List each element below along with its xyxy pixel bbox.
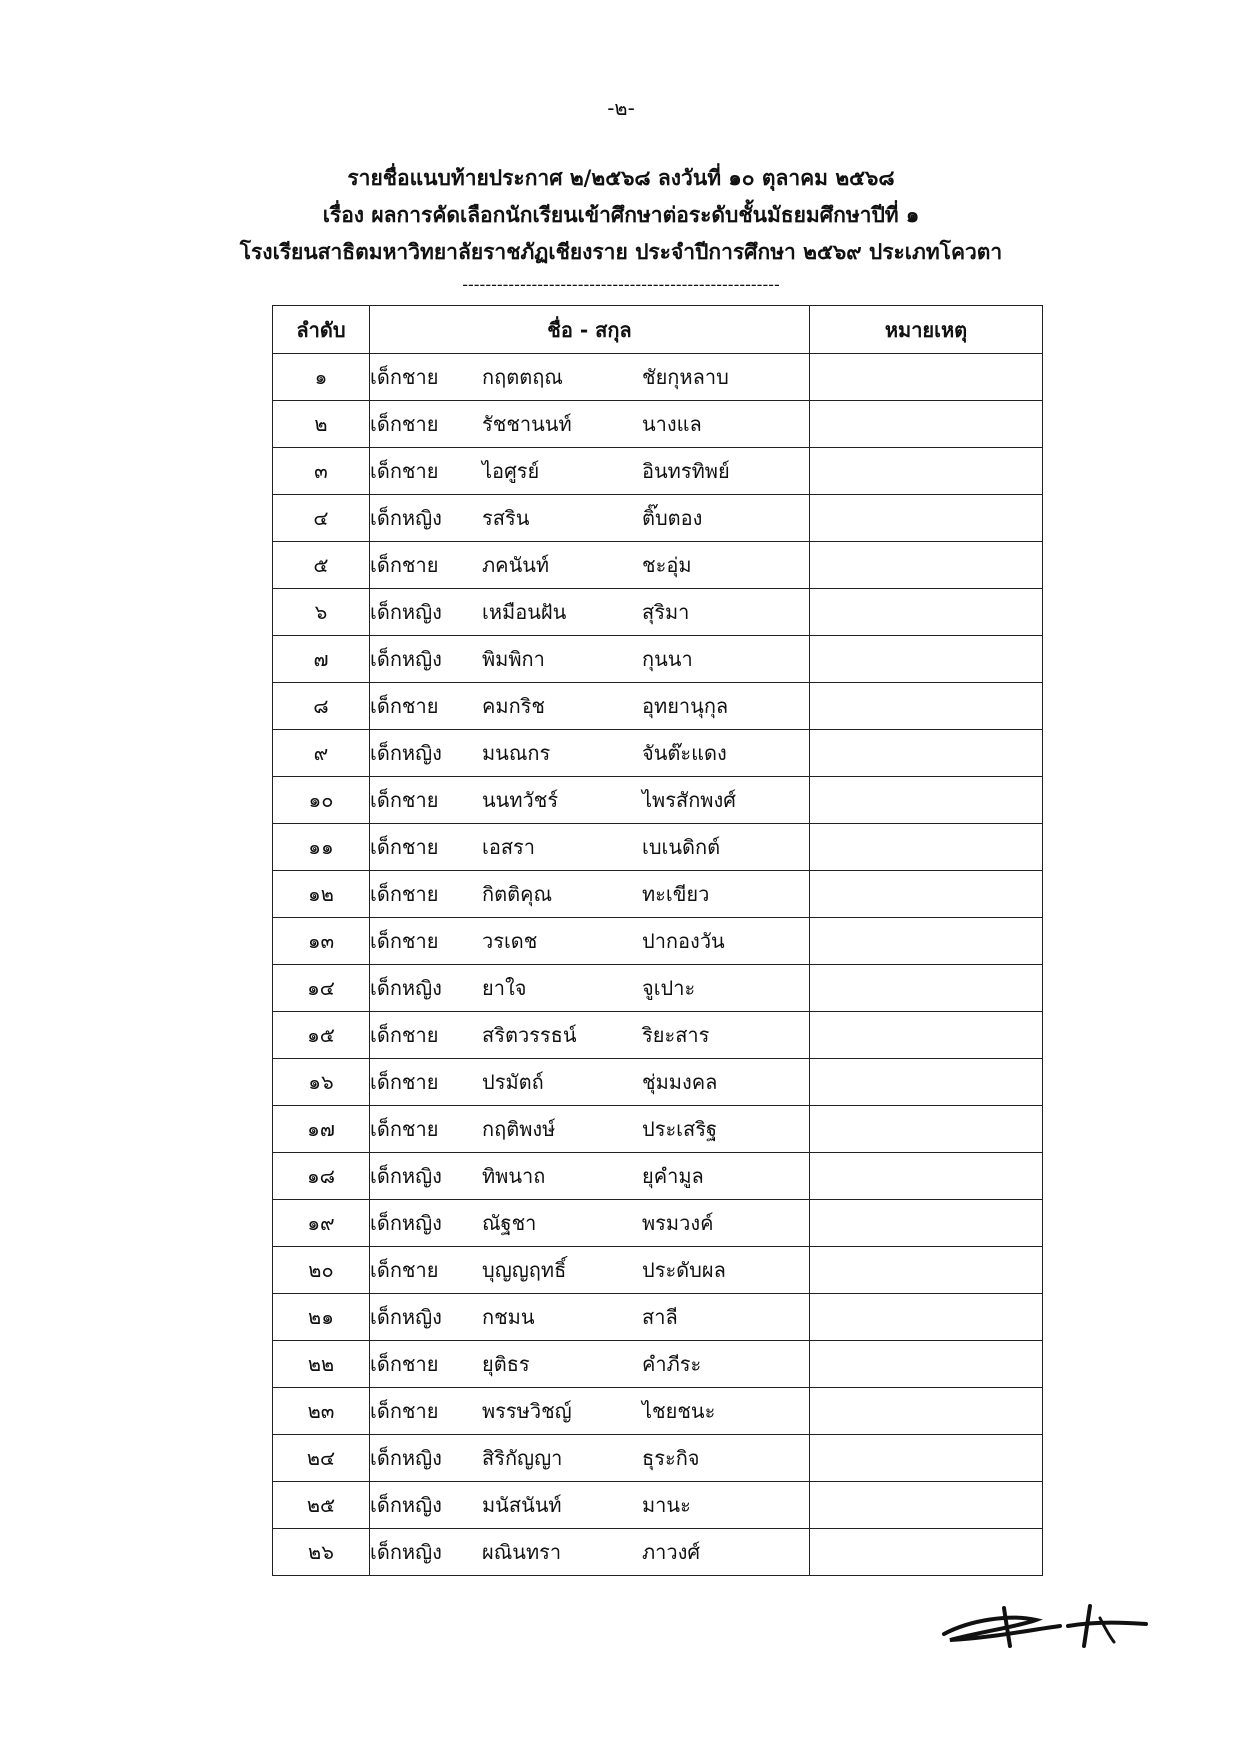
name-prefix: เด็กหญิง xyxy=(370,976,442,1000)
last-name: ชุ่มมงคล xyxy=(642,1070,718,1094)
row-index: ๑ xyxy=(273,354,370,401)
student-name xyxy=(370,589,810,636)
first-name: สิริกัญญา xyxy=(482,1446,563,1470)
table-row xyxy=(273,1341,1043,1388)
first-name: กิตติคุณ xyxy=(482,882,553,906)
row-note xyxy=(810,1294,1043,1341)
row-note xyxy=(810,965,1043,1012)
last-name: เบเนดิกต์ xyxy=(642,835,721,859)
last-name: พรมวงค์ xyxy=(642,1211,714,1235)
first-name: ไอศูรย์ xyxy=(482,459,540,483)
document-header xyxy=(0,160,1242,271)
last-name: จูเปาะ xyxy=(642,976,696,1000)
first-name: กชมน xyxy=(482,1305,535,1329)
row-note xyxy=(810,1106,1043,1153)
row-note xyxy=(810,683,1043,730)
table-row xyxy=(273,636,1043,683)
student-name xyxy=(370,1200,810,1247)
row-index: ๒๒ xyxy=(273,1341,370,1388)
name-prefix: เด็กชาย xyxy=(370,929,439,953)
name-prefix: เด็กชาย xyxy=(370,553,439,577)
name-prefix: เด็กชาย xyxy=(370,1258,439,1282)
first-name: กฤตตฤณ xyxy=(482,365,563,389)
row-note xyxy=(810,730,1043,777)
table-row xyxy=(273,824,1043,871)
student-name xyxy=(370,1482,810,1529)
table-row xyxy=(273,589,1043,636)
row-note xyxy=(810,1153,1043,1200)
student-name xyxy=(370,1341,810,1388)
table-row xyxy=(273,401,1043,448)
row-note xyxy=(810,1341,1043,1388)
column-header-note: หมายเหตุ xyxy=(810,306,1043,354)
row-index: ๘ xyxy=(273,683,370,730)
student-name xyxy=(370,1529,810,1576)
student-name xyxy=(370,354,810,401)
table-row xyxy=(273,730,1043,777)
row-note xyxy=(810,1012,1043,1059)
name-prefix: เด็กชาย xyxy=(370,365,439,389)
name-prefix: เด็กชาย xyxy=(370,412,439,436)
last-name: สาลี xyxy=(642,1305,678,1329)
table-row xyxy=(273,1247,1043,1294)
last-name: ธุระกิจ xyxy=(642,1446,700,1470)
last-name: สุริมา xyxy=(642,600,690,624)
row-note xyxy=(810,871,1043,918)
first-name: มนัสนันท์ xyxy=(482,1493,562,1517)
row-index: ๒๕ xyxy=(273,1482,370,1529)
first-name: เอสรา xyxy=(482,835,536,859)
row-index: ๑๙ xyxy=(273,1200,370,1247)
student-name xyxy=(370,871,810,918)
first-name: นนทวัชร์ xyxy=(482,788,559,812)
header-line-school: โรงเรียนสาธิตมหาวิทยาลัยราชภัฏเชียงราย ประจำปีการศึกษา ๒๕๖๙ ประเภทโควตา xyxy=(239,240,1003,264)
header-line-announcement: รายชื่อแนบท้ายประกาศ ๒/๒๕๖๘ ลงวันที่ ๑๐ ตุลาคม ๒๕๖๘ xyxy=(347,166,895,190)
row-note xyxy=(810,354,1043,401)
name-prefix: เด็กชาย xyxy=(370,788,439,812)
row-note xyxy=(810,495,1043,542)
first-name: ยุติธร xyxy=(482,1352,530,1376)
row-index: ๓ xyxy=(273,448,370,495)
table-body xyxy=(273,354,1043,1576)
first-name: บุญญฤทธิ์ xyxy=(482,1258,567,1282)
table-row xyxy=(273,1529,1043,1576)
name-prefix: เด็กหญิง xyxy=(370,600,442,624)
first-name: วรเดช xyxy=(482,929,538,953)
page-number: -๒- xyxy=(607,96,635,120)
row-note xyxy=(810,448,1043,495)
signature-mark xyxy=(940,1600,1150,1650)
name-prefix: เด็กหญิง xyxy=(370,1493,442,1517)
last-name: ยุคำมูล xyxy=(642,1164,704,1188)
row-note xyxy=(810,1388,1043,1435)
table-row xyxy=(273,1153,1043,1200)
row-index: ๖ xyxy=(273,589,370,636)
last-name: ปากองวัน xyxy=(642,929,725,953)
name-prefix: เด็กหญิง xyxy=(370,647,442,671)
student-name xyxy=(370,965,810,1012)
student-name xyxy=(370,542,810,589)
last-name: ชัยกุหลาบ xyxy=(642,365,729,389)
table-row xyxy=(273,871,1043,918)
row-note xyxy=(810,824,1043,871)
student-name xyxy=(370,824,810,871)
last-name: มานะ xyxy=(642,1493,691,1517)
row-note xyxy=(810,1059,1043,1106)
row-note xyxy=(810,1247,1043,1294)
first-name: ยาใจ xyxy=(482,976,527,1000)
table-row xyxy=(273,542,1043,589)
row-note xyxy=(810,1529,1043,1576)
student-name xyxy=(370,683,810,730)
student-name xyxy=(370,636,810,683)
first-name: มนณกร xyxy=(482,741,551,765)
table-row xyxy=(273,495,1043,542)
student-list-table xyxy=(272,305,1043,1576)
row-index: ๑๖ xyxy=(273,1059,370,1106)
row-index: ๒๓ xyxy=(273,1388,370,1435)
table-row xyxy=(273,965,1043,1012)
table-header-row xyxy=(273,306,1043,354)
first-name: ทิพนาถ xyxy=(482,1164,546,1188)
row-index: ๗ xyxy=(273,636,370,683)
first-name: เหมือนฝัน xyxy=(482,600,567,624)
row-index: ๑๕ xyxy=(273,1012,370,1059)
row-index: ๑๐ xyxy=(273,777,370,824)
student-name xyxy=(370,1012,810,1059)
row-index: ๑๗ xyxy=(273,1106,370,1153)
name-prefix: เด็กชาย xyxy=(370,835,439,859)
first-name: พิมพิกา xyxy=(482,647,545,671)
last-name: ติ๊บตอง xyxy=(642,506,703,530)
first-name: ภคนันท์ xyxy=(482,553,550,577)
row-index: ๑๔ xyxy=(273,965,370,1012)
student-name xyxy=(370,401,810,448)
row-index: ๒๖ xyxy=(273,1529,370,1576)
table-row xyxy=(273,1294,1043,1341)
row-note xyxy=(810,636,1043,683)
first-name: กฤติพงษ์ xyxy=(482,1117,556,1141)
row-index: ๒๐ xyxy=(273,1247,370,1294)
table-row xyxy=(273,1012,1043,1059)
last-name: ประเสริฐ xyxy=(642,1117,717,1141)
name-prefix: เด็กหญิง xyxy=(370,1446,442,1470)
name-prefix: เด็กชาย xyxy=(370,882,439,906)
row-note xyxy=(810,1200,1043,1247)
first-name: ณัฐชา xyxy=(482,1211,537,1235)
last-name: จันต๊ะแดง xyxy=(642,741,727,765)
row-index: ๑๑ xyxy=(273,824,370,871)
name-prefix: เด็กหญิง xyxy=(370,741,442,765)
name-prefix: เด็กหญิง xyxy=(370,506,442,530)
student-name xyxy=(370,1247,810,1294)
last-name: กุนนา xyxy=(642,647,693,671)
first-name: ปรมัตถ์ xyxy=(482,1070,544,1094)
last-name: ไพรสักพงศ์ xyxy=(642,788,736,812)
first-name: สริตวรรธน์ xyxy=(482,1023,577,1047)
name-prefix: เด็กชาย xyxy=(370,694,439,718)
table-row xyxy=(273,777,1043,824)
table-row xyxy=(273,1388,1043,1435)
row-index: ๒ xyxy=(273,401,370,448)
name-prefix: เด็กชาย xyxy=(370,1352,439,1376)
table-row xyxy=(273,1435,1043,1482)
student-name xyxy=(370,1106,810,1153)
name-prefix: เด็กหญิง xyxy=(370,1540,442,1564)
name-prefix: เด็กหญิง xyxy=(370,1305,442,1329)
student-name xyxy=(370,1153,810,1200)
student-name xyxy=(370,730,810,777)
student-name xyxy=(370,1294,810,1341)
table-row xyxy=(273,1200,1043,1247)
row-note xyxy=(810,401,1043,448)
row-note xyxy=(810,1435,1043,1482)
row-note xyxy=(810,589,1043,636)
last-name: ชะอุ่ม xyxy=(642,553,692,577)
last-name: อุทยานุกุล xyxy=(642,694,729,718)
row-note xyxy=(810,1482,1043,1529)
first-name: คมกริช xyxy=(482,694,545,718)
row-index: ๑๓ xyxy=(273,918,370,965)
table-row xyxy=(273,354,1043,401)
header-line-subject: เรื่อง ผลการคัดเลือกนักเรียนเข้าศึกษาต่อระดับชั้นมัธยมศึกษาปีที่ ๑ xyxy=(322,203,920,227)
student-name xyxy=(370,918,810,965)
column-header-name: ชื่อ - สกุล xyxy=(370,306,810,354)
table-row xyxy=(273,1059,1043,1106)
last-name: ไชยชนะ xyxy=(642,1399,716,1423)
row-note xyxy=(810,542,1043,589)
student-name xyxy=(370,777,810,824)
student-name xyxy=(370,1435,810,1482)
row-note xyxy=(810,777,1043,824)
name-prefix: เด็กชาย xyxy=(370,1023,439,1047)
last-name: ริยะสาร xyxy=(642,1023,710,1047)
row-index: ๕ xyxy=(273,542,370,589)
student-name xyxy=(370,1059,810,1106)
row-index: ๙ xyxy=(273,730,370,777)
name-prefix: เด็กชาย xyxy=(370,459,439,483)
first-name: รัชชานนท์ xyxy=(482,412,572,436)
column-header-index: ลำดับ xyxy=(273,306,370,354)
name-prefix: เด็กหญิง xyxy=(370,1211,442,1235)
row-index: ๔ xyxy=(273,495,370,542)
row-index: ๒๑ xyxy=(273,1294,370,1341)
table-row xyxy=(273,448,1043,495)
name-prefix: เด็กชาย xyxy=(370,1399,439,1423)
first-name: ผณินทรา xyxy=(482,1540,562,1564)
table-row xyxy=(273,683,1043,730)
last-name: นางแล xyxy=(642,412,702,436)
last-name: ประดับผล xyxy=(642,1258,726,1282)
header-divider: ------------------------------------------------------- xyxy=(462,275,780,294)
student-name xyxy=(370,495,810,542)
last-name: ทะเขียว xyxy=(642,882,710,906)
table-row xyxy=(273,1482,1043,1529)
student-name xyxy=(370,1388,810,1435)
row-index: ๑๘ xyxy=(273,1153,370,1200)
last-name: อินทรทิพย์ xyxy=(642,459,730,483)
last-name: ภาวงศ์ xyxy=(642,1540,701,1564)
name-prefix: เด็กชาย xyxy=(370,1117,439,1141)
first-name: พรรษวิชญ์ xyxy=(482,1399,572,1423)
row-note xyxy=(810,918,1043,965)
table-row xyxy=(273,918,1043,965)
table-row xyxy=(273,1106,1043,1153)
name-prefix: เด็กหญิง xyxy=(370,1164,442,1188)
row-index: ๑๒ xyxy=(273,871,370,918)
student-name xyxy=(370,448,810,495)
last-name: คำภีระ xyxy=(642,1352,702,1376)
first-name: รสริน xyxy=(482,506,530,530)
name-prefix: เด็กชาย xyxy=(370,1070,439,1094)
row-index: ๒๔ xyxy=(273,1435,370,1482)
